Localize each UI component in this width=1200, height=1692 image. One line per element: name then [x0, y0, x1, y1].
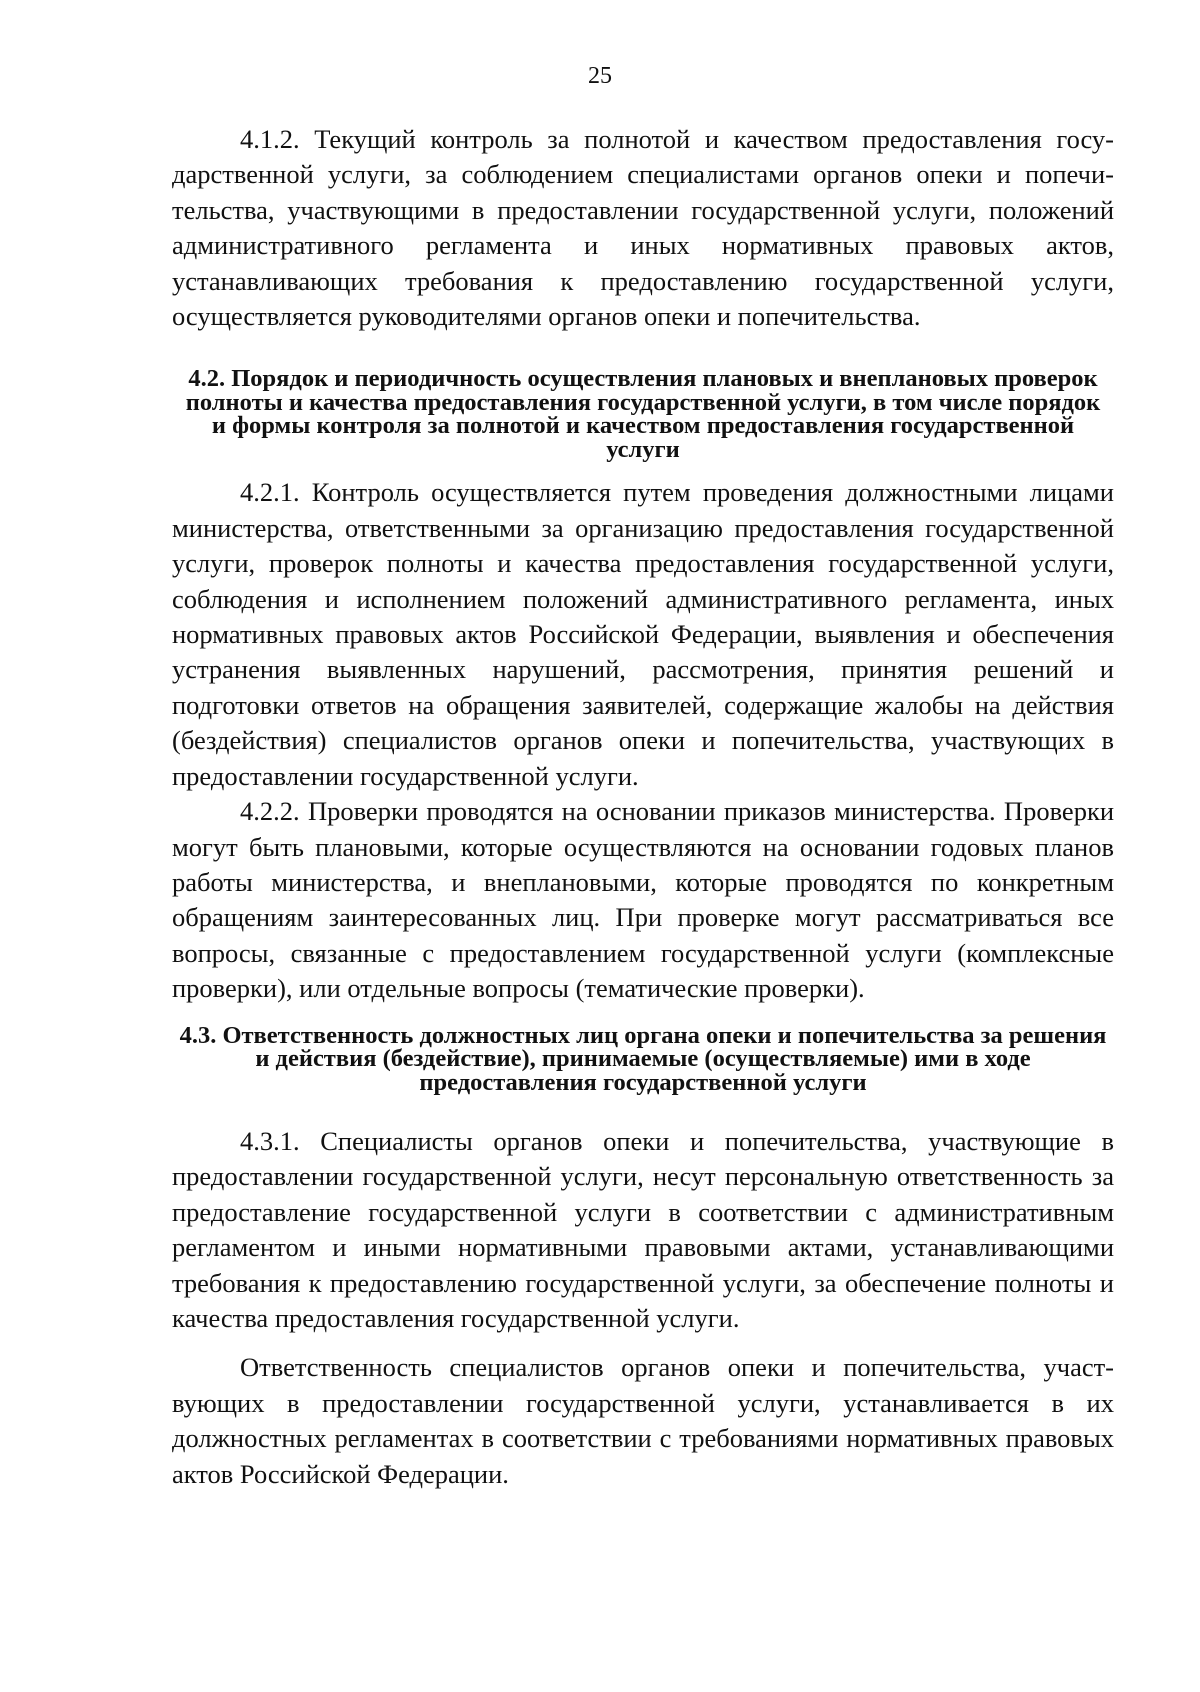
paragraph-4-3-1: 4.3.1. Специалисты органов опеки и попечительства, участвующие в предоставлении государственной услуги, несут персональную ответственность за предоставление государственной услуги в соответствии с административным регламентом и иными нормативными правовыми актами, устанавливающими требования к предоставлению государственной услуги, за обеспечение полноты и качества предоставления государственной услуги.: [172, 1126, 1114, 1334]
section-heading-4-3: 4.3. Ответственность должностных лиц органа опеки и попечительства за решения и действия (бездействие), принимаемые (осуществляемые) ими в ходе предоставления государственной услуги: [179, 1021, 1107, 1096]
paragraph-4-2-2: 4.2.2. Проверки проводятся на основании приказов министерства. Проверки могут быть плановыми, которые осуществляются на основании годовых планов работы министерства, и внеплановыми, которые проводятся по конкретным обращениям заинтересованных лиц. При проверке могут рассматриваться все вопросы, связанные с предоставлением государственной услуги (комплексные проверки), или отдельные вопросы (тематические проверки).: [172, 796, 1114, 1004]
paragraph-responsibility: Ответственность специалистов органов опеки и попечительства, участвующих в предоставлении государственной услуги, устанавливается в их должностных регламентах в соответствии с требованиями нормативных правовых актов Российской Федерации.: [172, 1352, 1114, 1489]
paragraph-4-1-2: 4.1.2. Текущий контроль за полнотой и качеством предоставления государственной услуги, за соблюдением специалистами органов опеки и попечительства, участвующими в предоставлении государственной услуги, положений административного регламента и иных нормативных правовых актов, устанавливающих требования к предоставлению государственной услуги, осуществляется руководителями органов опеки и попечительства.: [172, 124, 1114, 332]
document-body: [172, 122, 1114, 1492]
page-number: 25: [588, 63, 612, 89]
paragraph-4-2-1: 4.2.1. Контроль осуществляется путем проведения должностными лицами министерства, ответственными за организацию предоставления государственной услуги, проверок полноты и качества предоставления государственной услуги, соблюдения и исполнением положений административного регламента, иных нормативных правовых актов Российской Федерации, выявления и обеспечения устранения выявленных нарушений, рассмотрения, принятия решений и подготовки ответов на обращения заявителей, содержащие жалобы на действия (бездействия) специалистов органов опеки и попечительства, участвующих в предоставлении государственной услуги.: [172, 477, 1114, 791]
section-heading-4-2: 4.2. Порядок и периодичность осуществления плановых и внеплановых проверок полноты и качества предоставления государственной услуги, в том числе порядок и формы контроля за полнотой и качеством предоставления государственной услуги: [185, 365, 1101, 463]
